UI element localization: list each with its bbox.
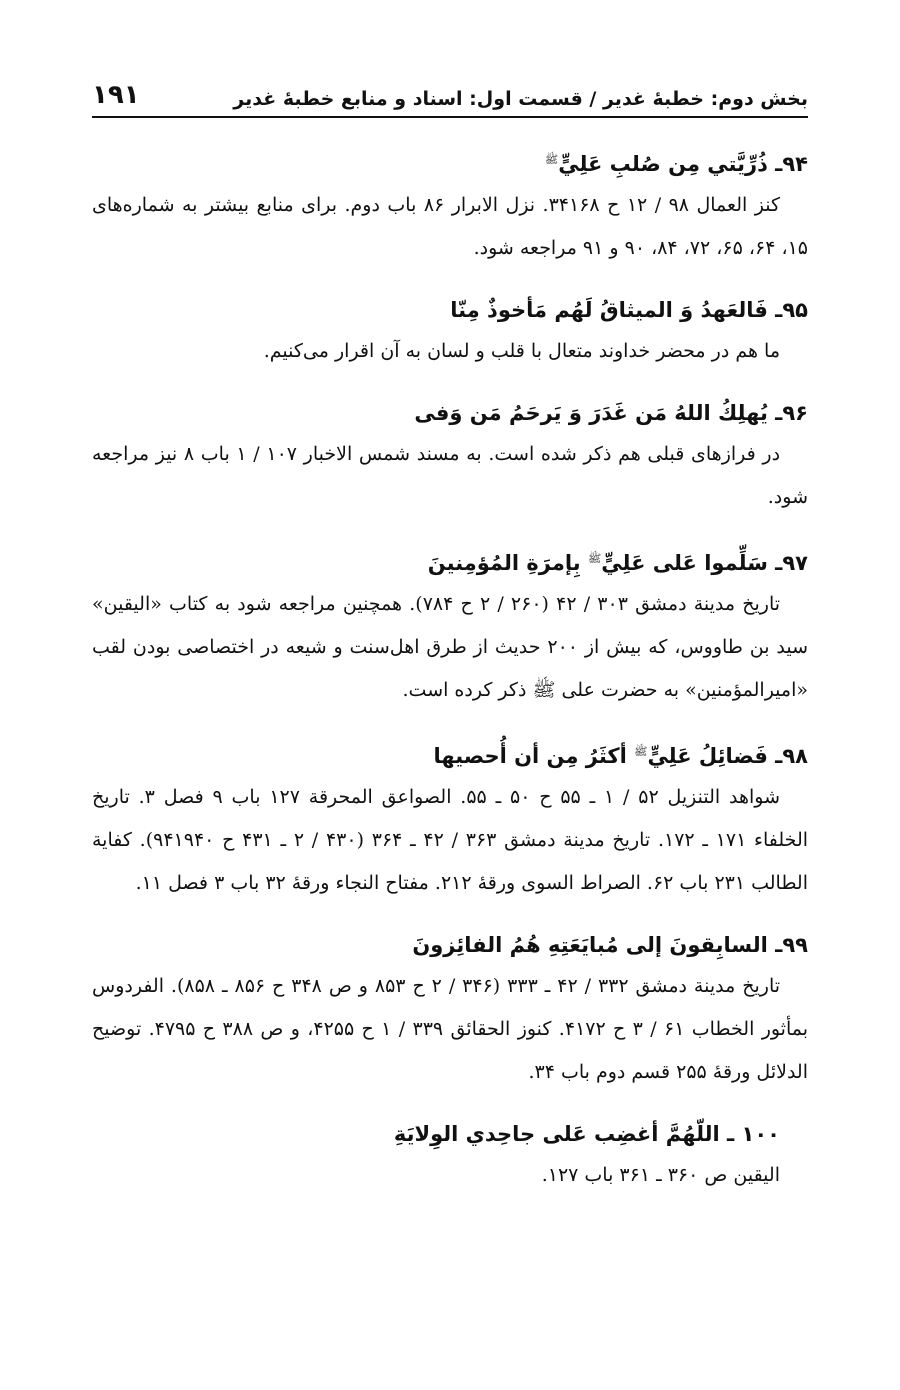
entry-title-text: ۹۶ـ يُهلِكُ اللهُ مَن غَدَرَ وَ يَرحَمُ مَن وَفى	[414, 401, 808, 425]
entry-99	[92, 929, 808, 1094]
entry-title-continuation: بِإمرَةِ المُؤمِنينَ	[427, 551, 581, 575]
entry-title	[92, 144, 808, 180]
page-number: ۱۹۱	[92, 80, 140, 110]
entry-title	[92, 1118, 808, 1150]
entry-body: تاریخ مدینة دمشق ۳۳۲ / ۴۲ ـ ۳۳۳ (۳۴۶ / ۲ ح ۸۵۳ و ص ۳۴۸ ح ۸۵۶ ـ ۸۵۸). الفردوس بمأثور الخطاب ۶۱ / ۳ ح ۴۱۷۲. کنوز الحقائق ۳۳۹ / ۱ ح ۴۲۵۵، و ص ۳۸۸ ح ۴۷۹۵. توضیح الدلائل ورقهٔ ۲۵۵ قسم دوم باب ۳۴.	[92, 975, 809, 1083]
entry-title-text: ۱۰۰ ـ اللّهُمَّ أغضِب عَلى جاحِدي الوِلايَةِ	[393, 1122, 780, 1146]
entry-95	[92, 294, 808, 373]
entry-title-text: ۹۹ـ السابِقونَ إلى مُبايَعَتِهِ هُمُ الفائِزونَ	[412, 933, 808, 957]
honorific-mark: ﷺ	[544, 153, 559, 166]
honorific-mark: ﷺ	[587, 552, 602, 565]
entry-body: تاریخ مدینة دمشق ۳۰۳ / ۴۲ (۲۶۰ / ۲ ح ۷۸۴). همچنین مراجعه شود به کتاب «الیقین» سید بن طاووس، که بیش از ۲۰۰ حدیث از طرق اهل‌سنت و شیعه در اختصاصی بودن لقب «امیرالمؤمنین» به حضرت علی ﷺ ذکر کرده است.	[92, 593, 808, 701]
entry-title	[92, 294, 808, 326]
entry-body: الیقین ص ۳۶۰ ـ ۳۶۱ باب ۱۲۷.	[541, 1164, 780, 1186]
page-header	[92, 60, 808, 118]
running-title: بخش دوم: خطبهٔ غدیر / قسمت اول: اسناد و منابع خطبهٔ غدیر	[233, 88, 808, 110]
entry-title-text: ۹۵ـ فَالعَهدُ وَ الميثاقُ لَهُم مَأخوذٌ مِنّا	[450, 298, 808, 322]
entry-98	[92, 736, 808, 905]
book-page	[92, 60, 808, 1197]
entry-body: شواهد التنزیل ۵۲ / ۱ ـ ۵۵ ح ۵۰ ـ ۵۵. الصواعق المحرقة ۱۲۷ باب ۹ فصل ۳. تاریخ الخلفاء ۱۷۱ ـ ۱۷۲. تاریخ مدینة دمشق ۳۶۳ / ۴۲ ـ ۳۶۴ (۴۳۰ / ۲ ـ ۴۳۱ ح ۹۴۱۹۴۰). کفایة الطالب ۲۳۱ باب ۶۲. الصراط السوی ورقهٔ ۲۱۲. مفتاح النجاء ورقهٔ ۳۲ باب ۳ فصل ۱۱.	[92, 786, 809, 894]
entry-94	[92, 144, 808, 270]
honorific-mark: ﷺ	[634, 745, 648, 758]
entry-body: کنز العمال ۹۸ / ۱۲ ح ۳۴۱۶۸. نزل الابرار ۸۶ باب دوم. برای منابع بیشتر به شماره‌های ۱۵، ۶۴، ۶۵، ۷۲، ۸۴، ۹۰ و ۹۱ مراجعه شود.	[92, 194, 808, 259]
entry-title	[92, 736, 808, 772]
entry-body: ما هم در محضر خداوند متعال با قلب و لسان به آن اقرار می‌کنیم.	[263, 340, 780, 362]
entry-title-text: ۹۴ـ ذُرِّيَّتي مِن صُلبِ عَلِيٍّ	[558, 152, 808, 176]
entry-title-continuation: أكثَرُ مِن أن أُحصيها	[433, 744, 627, 768]
entry-title-text: ۹۸ـ فَضائِلُ عَلِيٍّ	[647, 744, 808, 768]
entry-title	[92, 929, 808, 961]
entry-100	[92, 1118, 808, 1197]
entry-title	[92, 543, 808, 579]
entry-97	[92, 543, 808, 712]
entry-title	[92, 397, 808, 429]
entry-title-text: ۹۷ـ سَلِّموا عَلى عَلِيٍّ	[601, 551, 808, 575]
entry-96	[92, 397, 808, 519]
entry-body: در فرازهای قبلی هم ذکر شده است. به مسند شمس الاخبار ۱۰۷ / ۱ باب ۸ نیز مراجعه شود.	[92, 443, 808, 508]
